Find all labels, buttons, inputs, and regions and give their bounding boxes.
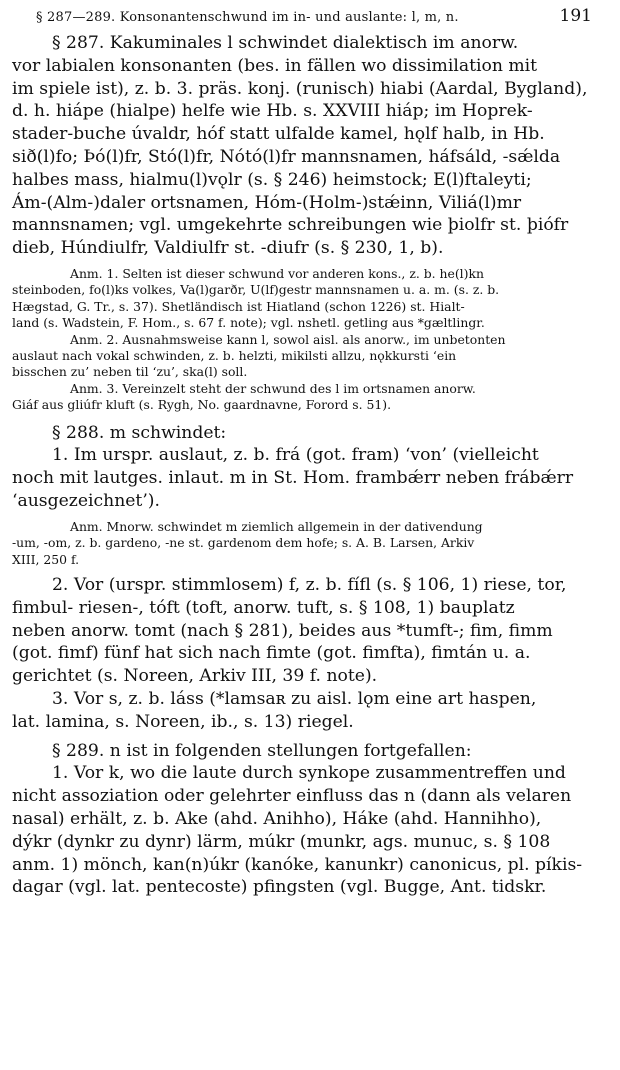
text-line: lat. lamina, s. Noreen, ib., s. 13) riegel. (12, 711, 354, 732)
note-line: Hægstad, G. Tr., s. 37). Shetländisch ist Hiatland (schon 1226) st. Hialt- (12, 298, 465, 314)
text-line: dagar (vgl. lat. pentecoste) pfingsten (vgl. Bugge, Ant. tidskr. (12, 877, 547, 898)
text-line: gerichtet (s. Noreen, Arkiv III, 39 f. note). (12, 666, 378, 687)
annotation-2 (12, 332, 612, 381)
text-line: Ám-(Alm-)daler ortsnamen, Hóm-(Holm-)stǽinn, Viliá(l)mr (12, 192, 522, 213)
note-line: bisschen zu’ neben til ‘zu’, ska(l) soll. (12, 364, 248, 380)
note-line: auslaut nach vokal schwinden, z. b. helzti, mikilsti allzu, nǫkkursti ‘ein (12, 348, 457, 363)
text-line: ‘ausgezeichnet’). (12, 491, 160, 512)
text-line: nasal) erhält, z. b. Ake (ahd. Anihho), Háke (ahd. Hannihho), (12, 809, 542, 829)
note-line: XIII, 250 f. (12, 551, 80, 567)
section-heading: § 288. m schwindet: (52, 422, 227, 443)
note-line: Giáf aus gliúfr kluft (s. Rygh, No. gaardnavne, Forord s. 51). (12, 397, 392, 413)
note-line: land (s. Wadstein, F. Hom., s. 67 f. note); vgl. nshetl. getling aus *gæltlingr. (12, 315, 485, 331)
section-288-cont (12, 574, 612, 734)
text-line: 3. Vor s, z. b. láss (*lamsaʀ zu aisl. lǫm eine art haspen, (52, 689, 537, 710)
section-288 (12, 422, 612, 513)
annotation-288 (12, 519, 612, 568)
note-line: Anm. 3. Vereinzelt steht der schwund des l im ortsnamen anorw. (70, 380, 476, 396)
text-line: stader-buche úvaldr, hóf statt ulfalde kamel, hǫlf halb, in Hb. (12, 124, 545, 145)
text-line: § 287. Kakuminales l schwindet dialektisch im anorw. (52, 33, 519, 53)
annotation-3 (12, 381, 612, 414)
note-line: -um, -om, z. b. gardeno, -ne st. gardenom dem hofe; s. A. B. Larsen, Arkiv (12, 535, 475, 551)
text-line: sið(l)fo; Þó(l)fr, Stó(l)fr, Nótó(l)fr mannsnamen, háfsáld, -sǽlda (12, 146, 561, 167)
text-line: 1. Im urspr. auslaut, z. b. frá (got. fram) ‘von’ (vielleicht (52, 445, 539, 466)
text-line: halbes mass, hialmu(l)vǫlr (s. § 246) heimstock; E(l)ftaleyti; (12, 169, 532, 190)
text-line: (got. fimf) fünf hat sich nach fimte (got. fimfta), fimtán u. a. (12, 643, 531, 664)
note-line: Anm. 1. Selten ist dieser schwund vor anderen kons., z. b. he(l)kn (70, 265, 484, 281)
text-line: anm. 1) mönch, kan(n)úkr (kanóke, kanunkr) canonicus, pl. píkis- (12, 854, 583, 875)
text-line: 2. Vor (urspr. stimmlosem) f, z. b. fífl (s. § 106, 1) riese, tor, (52, 575, 567, 596)
note-line: steinboden, fo(l)ks volkes, Va(l)garðr, U(lf)gestr mannsnamen u. a. m. (s. z. b. (12, 282, 500, 298)
running-title: § 287—289. Konsonantenschwund im in- und auslante: l, m, n. (36, 10, 459, 25)
text-line: 1. Vor k, wo die laute durch synkope zusammentreffen und (52, 763, 566, 784)
text-line: nicht assoziation oder gelehrter einfluss das n (dann als velaren (12, 786, 572, 807)
text-line: dýkr (dynkr zu dynr) lärm, múkr (munkr, ags. munuc, s. § 108 (12, 831, 551, 852)
section-289 (12, 740, 612, 900)
note-line: Anm. Mnorw. schwindet m ziemlich allgemein in der dativendung (70, 518, 483, 534)
text-line: noch mit lautges. inlaut. m in St. Hom. frambǽrr neben frábǽrr (12, 468, 574, 489)
section-287 (12, 32, 612, 260)
text-line: mannsnamen; vgl. umgekehrte schreibungen wie þiolfr st. þiófr (12, 215, 569, 236)
text-line: neben anorw. tomt (nach § 281), beides aus *tumft-; fim, fimm (12, 620, 553, 641)
text-line: dieb, Húndiulfr, Valdiulfr st. -diufr (s. § 230, 1, b). (12, 238, 444, 259)
annotation-1 (12, 266, 612, 332)
text-line: vor labialen konsonanten (bes. in fällen wo dissimilation mit (12, 55, 538, 76)
text-line: d. h. hiápe (hialpe) helfe wie Hb. s. XXVIII hiáp; im Hoprek- (12, 101, 533, 122)
running-header (12, 6, 612, 32)
note-line: Anm. 2. Ausnahmsweise kann l, sowol aisl. als anorw., im unbetonten (70, 331, 506, 347)
text-line: fimbul- riesen-, tóft (toft, anorw. tuft, s. § 108, 1) bauplatz (12, 597, 515, 618)
section-heading: § 289. n ist in folgenden stellungen fortgefallen: (52, 740, 472, 761)
page-number: 191 (559, 6, 592, 26)
text-line: im spiele ist), z. b. 3. präs. konj. (runisch) hiabi (Aardal, Bygland), (12, 78, 588, 99)
